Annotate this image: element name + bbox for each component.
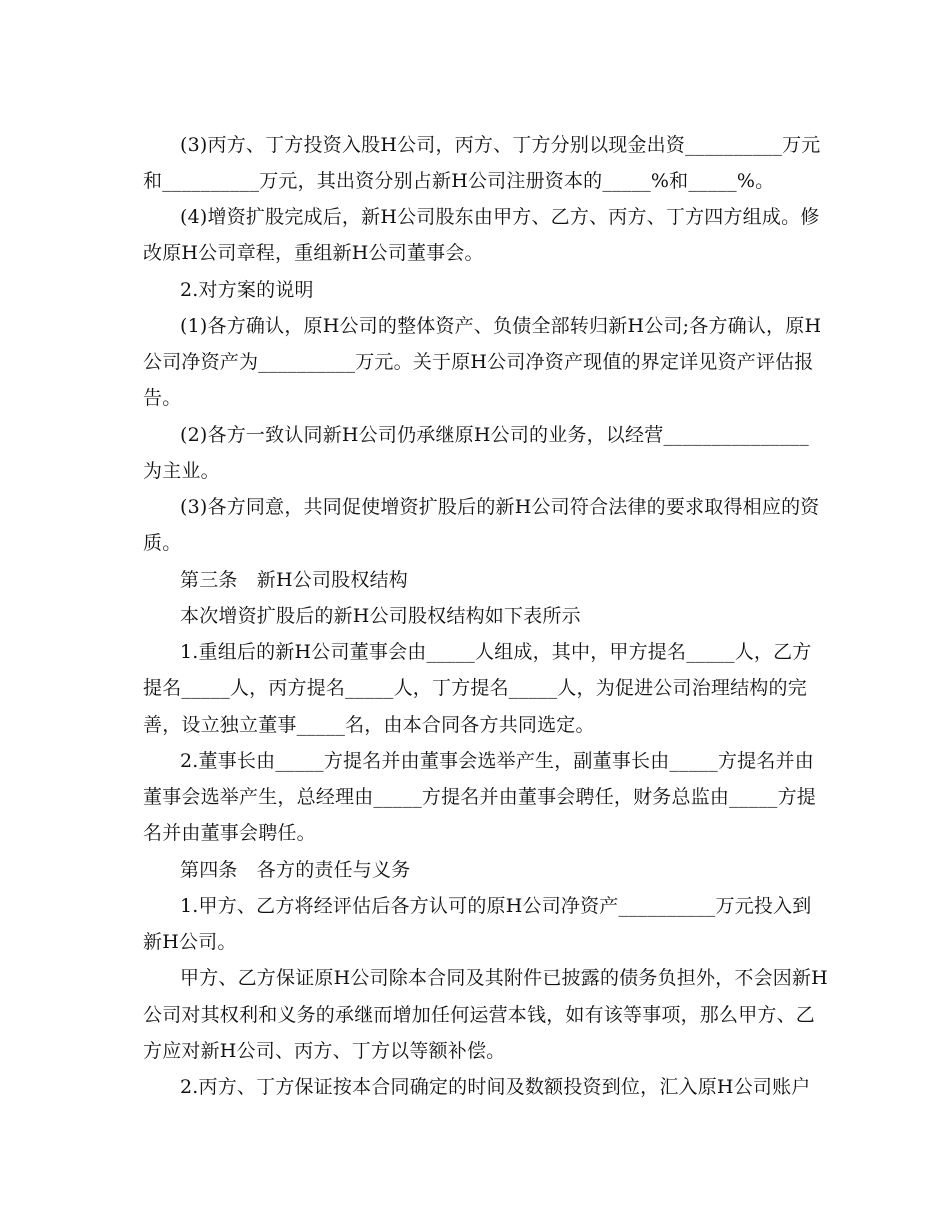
text-line: 告。 bbox=[143, 387, 182, 409]
text-line: (2)各方一致认同新H公司仍承继原H公司的业务，以经营_______________ bbox=[180, 424, 809, 446]
text-line: (1)各方确认，原H公司的整体资产、负债全部转归新H公司;各方确认，原H bbox=[180, 315, 822, 337]
article-heading: 第四条 各方的责任与义务 bbox=[180, 859, 411, 881]
text-line: 新H公司。 bbox=[143, 931, 237, 953]
text-line: 善，设立独立董事_____名，由本合同各方共同选定。 bbox=[143, 714, 595, 736]
text-line: 2.董事长由_____方提名并由董事会选举产生，副董事长由_____方提名并由 bbox=[180, 750, 814, 772]
text-line: 本次增资扩股后的新H公司股权结构如下表所示 bbox=[180, 605, 581, 627]
text-line: 2.丙方、丁方保证按本合同确定的时间及数额投资到位，汇入原H公司账户 bbox=[180, 1076, 811, 1098]
text-line: 1.甲方、乙方将经评估后各方认可的原H公司净资产__________万元投入到 bbox=[180, 895, 812, 917]
text-line: 1.重组后的新H公司董事会由_____人组成，其中，甲方提名_____人，乙方 bbox=[180, 641, 812, 663]
text-line: 公司净资产为__________万元。关于原H公司净资产现值的界定详见资产评估报 bbox=[143, 351, 814, 373]
text-line: 甲方、乙方保证原H公司除本合同及其附件已披露的债务负担外，不会因新H bbox=[180, 967, 828, 989]
text-line: 公司对其权利和义务的承继而增加任何运营本钱，如有该等事项，那么甲方、乙 bbox=[143, 1004, 816, 1026]
text-line: 为主业。 bbox=[143, 460, 220, 482]
section-heading: 2.对方案的说明 bbox=[180, 279, 314, 301]
text-line: 方应对新H公司、丙方、丁方以等额补偿。 bbox=[143, 1040, 506, 1062]
text-line: (3)各方同意，共同促使增资扩股后的新H公司符合法律的要求取得相应的资 bbox=[180, 496, 820, 518]
text-line: 和__________万元，其出资分别占新H公司注册资本的_____%和_____%。 bbox=[143, 170, 775, 192]
text-line: (3)丙方、丁方投资入股H公司，丙方、丁方分别以现金出资__________万元 bbox=[180, 134, 821, 156]
text-line: 名并由董事会聘任。 bbox=[143, 822, 316, 844]
article-heading: 第三条 新H公司股权结构 bbox=[180, 569, 408, 591]
text-line: (4)增资扩股完成后，新H公司股东由甲方、乙方、丙方、丁方四方组成。修 bbox=[180, 206, 820, 228]
text-line: 质。 bbox=[143, 532, 182, 554]
text-line: 董事会选举产生，总经理由_____方提名并由董事会聘任，财务总监由_____方提 bbox=[143, 786, 817, 808]
text-line: 提名_____人，丙方提名_____人，丁方提名_____人，为促进公司治理结构的完 bbox=[143, 677, 807, 699]
text-line: 改原H公司章程，重组新H公司董事会。 bbox=[143, 242, 484, 264]
